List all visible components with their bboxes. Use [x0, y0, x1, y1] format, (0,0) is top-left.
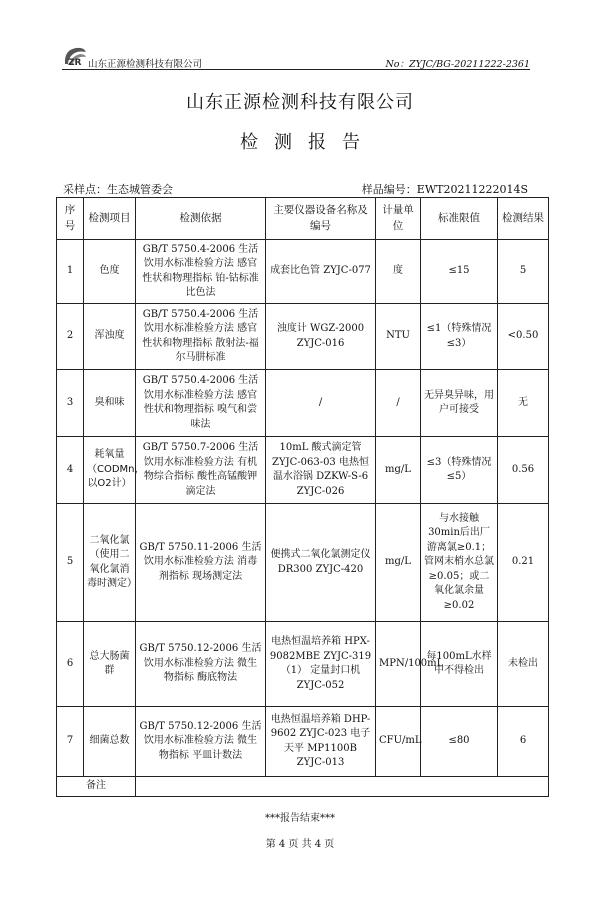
cell-item: 细菌总数 — [84, 707, 136, 777]
cell-basis: GB/T 5750.12-2006 生活饮用水标准检验方法 微生物指标 平皿计数法 — [136, 707, 266, 777]
cell-basis: GB/T 5750.11-2006 生活饮用水标准检验方法 消毒剂指标 现场测定法 — [136, 504, 266, 622]
cell-item: 总大肠菌群 — [84, 622, 136, 707]
cell-basis: GB/T 5750.4-2006 生活饮用水标准检验方法 感官性状和物理指标 铂-钴标准比色法 — [136, 240, 266, 304]
cell-instrument: 浊度计 WGZ-2000 ZYJC-016 — [266, 304, 376, 370]
table-row — [57, 622, 549, 707]
cell-seq: 2 — [57, 304, 84, 370]
cell-item: 浑浊度 — [84, 304, 136, 370]
cell-seq: 4 — [57, 437, 84, 504]
sampling-location-value: 生态城管委会 — [107, 183, 173, 196]
header-seq: 序号 — [57, 198, 84, 240]
cell-unit: mg/L — [376, 437, 421, 504]
header-basis: 检测依据 — [136, 198, 266, 240]
sample-number — [362, 181, 528, 197]
cell-limit: ≤15 — [421, 240, 498, 304]
cell-instrument: 10mL 酸式滴定管 ZYJC-063-03 电热恒温水浴锅 DZKW-S-6 ZYJC-026 — [266, 437, 376, 504]
cell-seq: 5 — [57, 504, 84, 622]
cell-basis: GB/T 5750.4-2006 生活饮用水标准检验方法 感官性状和物理指标 散射法-福尔马肼标准 — [136, 304, 266, 370]
cell-result: 6 — [498, 707, 549, 777]
header-limit: 标准限值 — [421, 198, 498, 240]
page-header — [62, 44, 530, 70]
remark-row — [57, 777, 549, 797]
cell-seq: 3 — [57, 370, 84, 437]
table-row — [57, 370, 549, 437]
company-logo-icon — [62, 44, 88, 68]
sampling-location — [63, 181, 173, 197]
sampling-location-label: 采样点： — [63, 183, 107, 196]
cell-result: 无 — [498, 370, 549, 437]
cell-item: 色度 — [84, 240, 136, 304]
header-result: 检测结果 — [498, 198, 549, 240]
cell-limit: ≤3（特殊情况≤5） — [421, 437, 498, 504]
report-end-mark: ***报告结束*** — [265, 813, 335, 824]
cell-seq: 7 — [57, 707, 84, 777]
cell-result: 未检出 — [498, 622, 549, 707]
cell-item: 耗氧量（CODMn，以O2计） — [84, 437, 136, 504]
cell-result: 5 — [498, 240, 549, 304]
svg-text:ZR: ZR — [68, 58, 82, 68]
header-company-name: 山东正源检测科技有限公司 — [88, 59, 203, 70]
cell-result: <0.50 — [498, 304, 549, 370]
cell-unit: 度 — [376, 240, 421, 304]
cell-unit: NTU — [376, 304, 421, 370]
remark-value — [136, 777, 549, 797]
header-item: 检测项目 — [84, 198, 136, 240]
cell-unit: / — [376, 370, 421, 437]
cell-seq: 6 — [57, 622, 84, 707]
report-title: 检测报告 — [240, 132, 376, 153]
header-unit: 计量单位 — [376, 198, 421, 240]
cell-basis: GB/T 5750.12-2006 生活饮用水标准检验方法 微生物指标 酶底物法 — [136, 622, 266, 707]
header-instrument: 主要仪器设备名称及编号 — [266, 198, 376, 240]
cell-instrument: 成套比色管 ZYJC-077 — [266, 240, 376, 304]
table-row — [57, 240, 549, 304]
cell-basis: GB/T 5750.7-2006 生活饮用水标准检验方法 有机物综合指标 酸性高锰酸钾滴定法 — [136, 437, 266, 504]
cell-unit: CFU/mL — [376, 707, 421, 777]
cell-result: 0.56 — [498, 437, 549, 504]
report-number: No：ZYJC/BG-20211222-2361 — [385, 59, 530, 70]
results-table — [56, 197, 549, 797]
cell-result: 0.21 — [498, 504, 549, 622]
cell-limit: 与水接触30min后出厂游离氯≥0.1；管网末梢水总氯≥0.05；或二氧化氯余量≥0.02 — [421, 504, 498, 622]
cell-instrument: 电热恒温培养箱 HPX-9082MBE ZYJC-319（1） 定量封口机 ZYJC-052 — [266, 622, 376, 707]
cell-limit: 每100mL水样中不得检出 — [421, 622, 498, 707]
table-row — [57, 304, 549, 370]
table-header-row — [57, 198, 549, 240]
sample-number-value: EWT20211222014S — [416, 183, 528, 196]
cell-limit: 无异臭异味，用户可接受 — [421, 370, 498, 437]
cell-instrument: / — [266, 370, 376, 437]
table-row — [57, 504, 549, 622]
cell-instrument: 便携式二氧化氯测定仪 DR300 ZYJC-420 — [266, 504, 376, 622]
cell-limit: ≤1（特殊情况≤3） — [421, 304, 498, 370]
cell-seq: 1 — [57, 240, 84, 304]
cell-item: 二氧化氯（使用二氧化氯消毒时测定） — [84, 504, 136, 622]
table-row — [57, 707, 549, 777]
cell-unit: MPN/100mL — [376, 622, 421, 707]
page-number: 第 4 页 共 4 页 — [265, 839, 335, 850]
table-row — [57, 437, 549, 504]
cell-unit: mg/L — [376, 504, 421, 622]
cell-instrument: 电热恒温培养箱 DHP-9602 ZYJC-023 电子天平 MP1100B ZYJC-013 — [266, 707, 376, 777]
header-divider — [62, 69, 530, 70]
cell-item: 臭和味 — [84, 370, 136, 437]
remark-label: 备注 — [57, 777, 136, 797]
cell-limit: ≤80 — [421, 707, 498, 777]
sample-number-label: 样品编号： — [361, 183, 417, 196]
company-title: 山东正源检测科技有限公司 — [186, 92, 414, 113]
cell-basis: GB/T 5750.4-2006 生活饮用水标准检验方法 感官性状和物理指标 嗅气和尝味法 — [136, 370, 266, 437]
